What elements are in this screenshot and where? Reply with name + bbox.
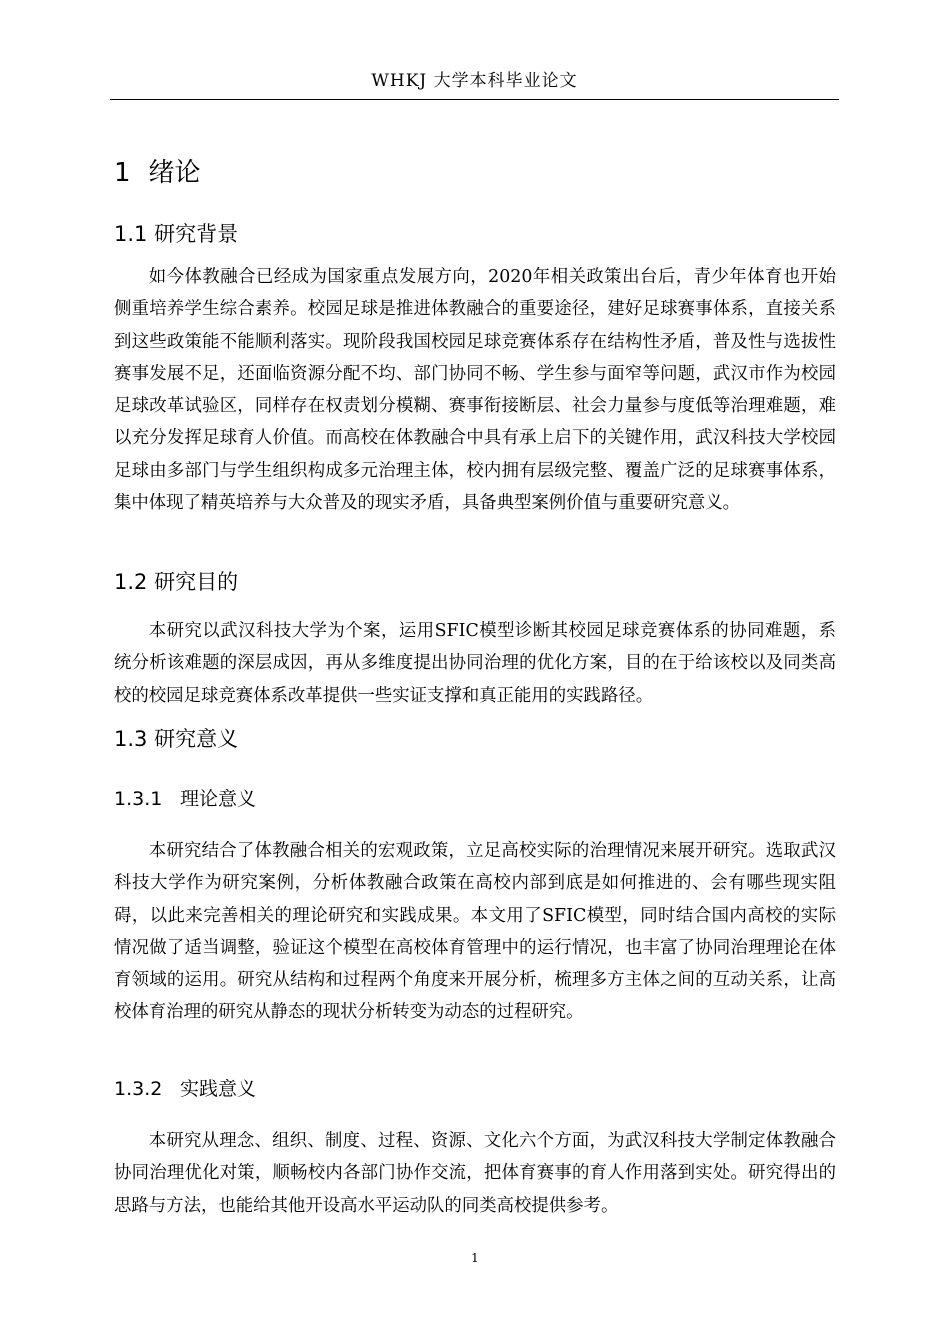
subsection-title: 实践意义 (180, 1078, 257, 1100)
subsection-heading-1-3-1 (114, 785, 256, 813)
subsection-title: 理论意义 (180, 788, 257, 810)
section-heading-1-2: 1.2 研究目的 (114, 570, 239, 594)
subsection-heading-1-3-2 (114, 1075, 256, 1103)
subsection-number: 1.3.2 (114, 1078, 163, 1100)
section-heading-1-1: 1.1 研究背景 (114, 222, 239, 246)
paragraph-research-purpose: 本研究以武汉科技大学为个案，运用SFIC模型诊断其校园足球竞赛体系的协同难题，系统分析该难题的深层成因，再从多维度提出协同治理的优化方案，目的在于给该校以及同类高校的校园足球竞赛体系改革提供一些实证支撑和真正能用的实践路径。 (114, 621, 836, 706)
section-heading-1-3: 1.3 研究意义 (114, 727, 239, 751)
page-number: 1 (471, 1251, 479, 1265)
subsection-number: 1.3.1 (114, 788, 163, 810)
paragraph-research-background: 如今体教融合已经成为国家重点发展方向，2020年相关政策出台后，青少年体育也开始侧重培养学生综合素养。校园足球是推进体教融合的重要途径，建好足球赛事体系，直接关系到这些政策能不能顺利落实。现阶段我国校园足球竞赛体系存在结构性矛盾，普及性与选拔性赛事发展不足，还面临资源分配不均、部门协同不畅、学生参与面窄等问题，武汉市作为校园足球改革试验区，同样存在权责划分模糊、赛事衔接断层、社会力量参与度低等治理难题，难以充分发挥足球育人价值。而高校在体教融合中具有承上启下的关键作用，武汉科技大学校园足球由多部门与学生组织构成多元治理主体，校内拥有层级完整、覆盖广泛的足球赛事体系，集中体现了精英培养与大众普及的现实矛盾，具备典型案例价值与重要研究意义。 (114, 267, 836, 514)
paragraph-theoretical-significance: 本研究结合了体教融合相关的宏观政策，立足高校实际的治理情况来展开研究。选取武汉科技大学作为研究案例，分析体教融合政策在高校内部到底是如何推进的、会有哪些现实阻碍，以此来完善相关的理论研究和实践成果。本文用了SFIC模型，同时结合国内高校的实际情况做了适当调整，验证这个模型在高校体育管理中的运行情况，也丰富了协同治理理论在体育领域的运用。研究从结构和过程两个角度来开展分析，梳理多方主体之间的互动关系，让高校体育治理的研究从静态的现状分析转变为动态的过程研究。 (114, 841, 836, 1023)
paragraph-practical-significance: 本研究从理念、组织、制度、过程、资源、文化六个方面，为武汉科技大学制定体教融合协同治理优化对策，顺畅校内各部门协作交流，把体育赛事的育人作用落到实处。研究得出的思路与方法，也能给其他开设高水平运动队的同类高校提供参考。 (114, 1131, 836, 1216)
running-header: WHKJ 大学本科毕业论文 (371, 71, 578, 91)
chapter-title-text: 绪论 (148, 158, 201, 188)
header-rule (110, 99, 839, 100)
chapter-number: 1 (114, 158, 131, 188)
chapter-title (114, 153, 201, 193)
